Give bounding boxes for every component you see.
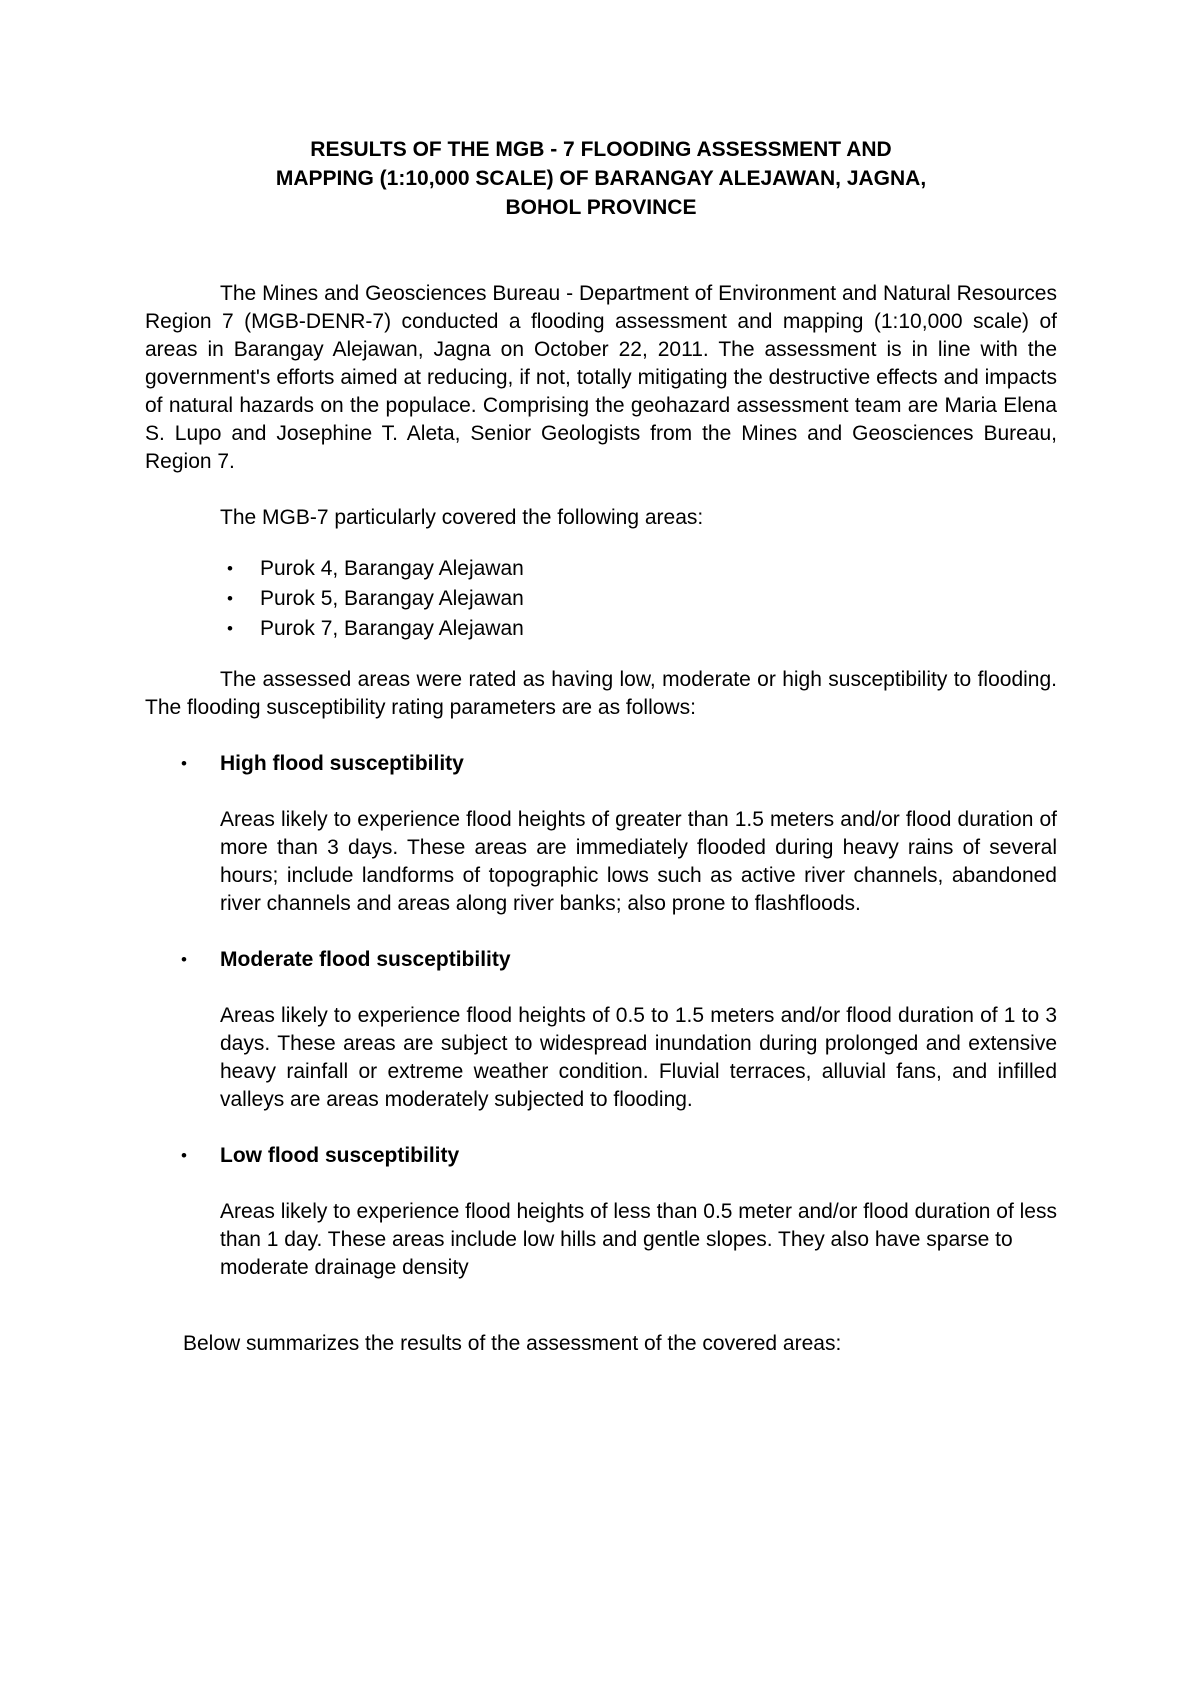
category-heading-high	[145, 750, 1057, 778]
covered-areas-list	[145, 554, 1057, 644]
title-line-3: BOHOL PROVINCE	[505, 196, 697, 219]
category-heading-moderate	[145, 946, 1057, 974]
bullet-icon: •	[181, 950, 187, 969]
bullet-icon: •	[227, 619, 233, 638]
bullet-icon: •	[227, 589, 233, 608]
category-heading-text: Low flood susceptibility	[220, 1144, 460, 1167]
title-line-1: RESULTS OF THE MGB - 7 FLOODING ASSESSMENT AND	[310, 138, 892, 161]
category-description-high: Areas likely to experience flood heights of greater than 1.5 meters and/or flood duration of more than 3 days. These areas are immediately flooded during heavy rains of several hours; include landforms of topographic lows such as active river channels, abandoned river channels and areas along river banks; also prone to flashfloods.	[220, 808, 1057, 915]
category-heading-text: Moderate flood susceptibility	[220, 948, 511, 971]
document-title	[145, 135, 1057, 222]
title-line-2: MAPPING (1:10,000 SCALE) OF BARANGAY ALEJAWAN, JAGNA,	[275, 167, 927, 190]
assessed-paragraph: The assessed areas were rated as having low, moderate or high susceptibility to flooding. The flooding susceptibility rating parameters are as follows:	[145, 668, 1057, 719]
list-item-text: Purok 7, Barangay Alejawan	[260, 617, 524, 640]
list-item	[227, 554, 1057, 584]
bullet-icon: •	[181, 1146, 187, 1165]
intro-paragraph: The Mines and Geosciences Bureau - Department of Environment and Natural Resources Region 7 (MGB-DENR-7) conducted a flooding assessment and mapping (1:10,000 scale) of areas in Barangay Alejawan, Jagna on October 22, 2011. The assessment is in line with the government's efforts aimed at reducing, if not, totally mitigating the destructive effects and impacts of natural hazards on the populace. Comprising the geohazard assessment team are Maria Elena S. Lupo and Josephine T. Aleta, Senior Geologists from the Mines and Geosciences Bureau, Region 7.	[145, 282, 1057, 473]
list-item	[227, 584, 1057, 614]
category-description-low: Areas likely to experience flood heights of less than 0.5 meter and/or flood duration of less than 1 day. These areas include low hills and gentle slopes. They also have sparse to moderate drainage density	[220, 1200, 1057, 1279]
list-item-text: Purok 4, Barangay Alejawan	[260, 557, 524, 580]
list-item	[227, 614, 1057, 644]
bullet-icon: •	[181, 754, 187, 773]
summary-line: Below summarizes the results of the assessment of the covered areas:	[183, 1332, 842, 1355]
list-item-text: Purok 5, Barangay Alejawan	[260, 587, 524, 610]
bullet-icon: •	[227, 559, 233, 578]
category-description-moderate: Areas likely to experience flood heights of 0.5 to 1.5 meters and/or flood duration of 1 to 3 days. These areas are subject to widespread inundation during prolonged and extensive heavy rainfall or extreme weather condition. Fluvial terraces, alluvial fans, and infilled valleys are areas moderately subjected to flooding.	[220, 1004, 1057, 1111]
covered-areas-intro: The MGB-7 particularly covered the following areas:	[220, 506, 704, 529]
category-heading-low	[145, 1142, 1057, 1170]
category-heading-text: High flood susceptibility	[220, 752, 464, 775]
document-page	[145, 135, 1057, 1358]
